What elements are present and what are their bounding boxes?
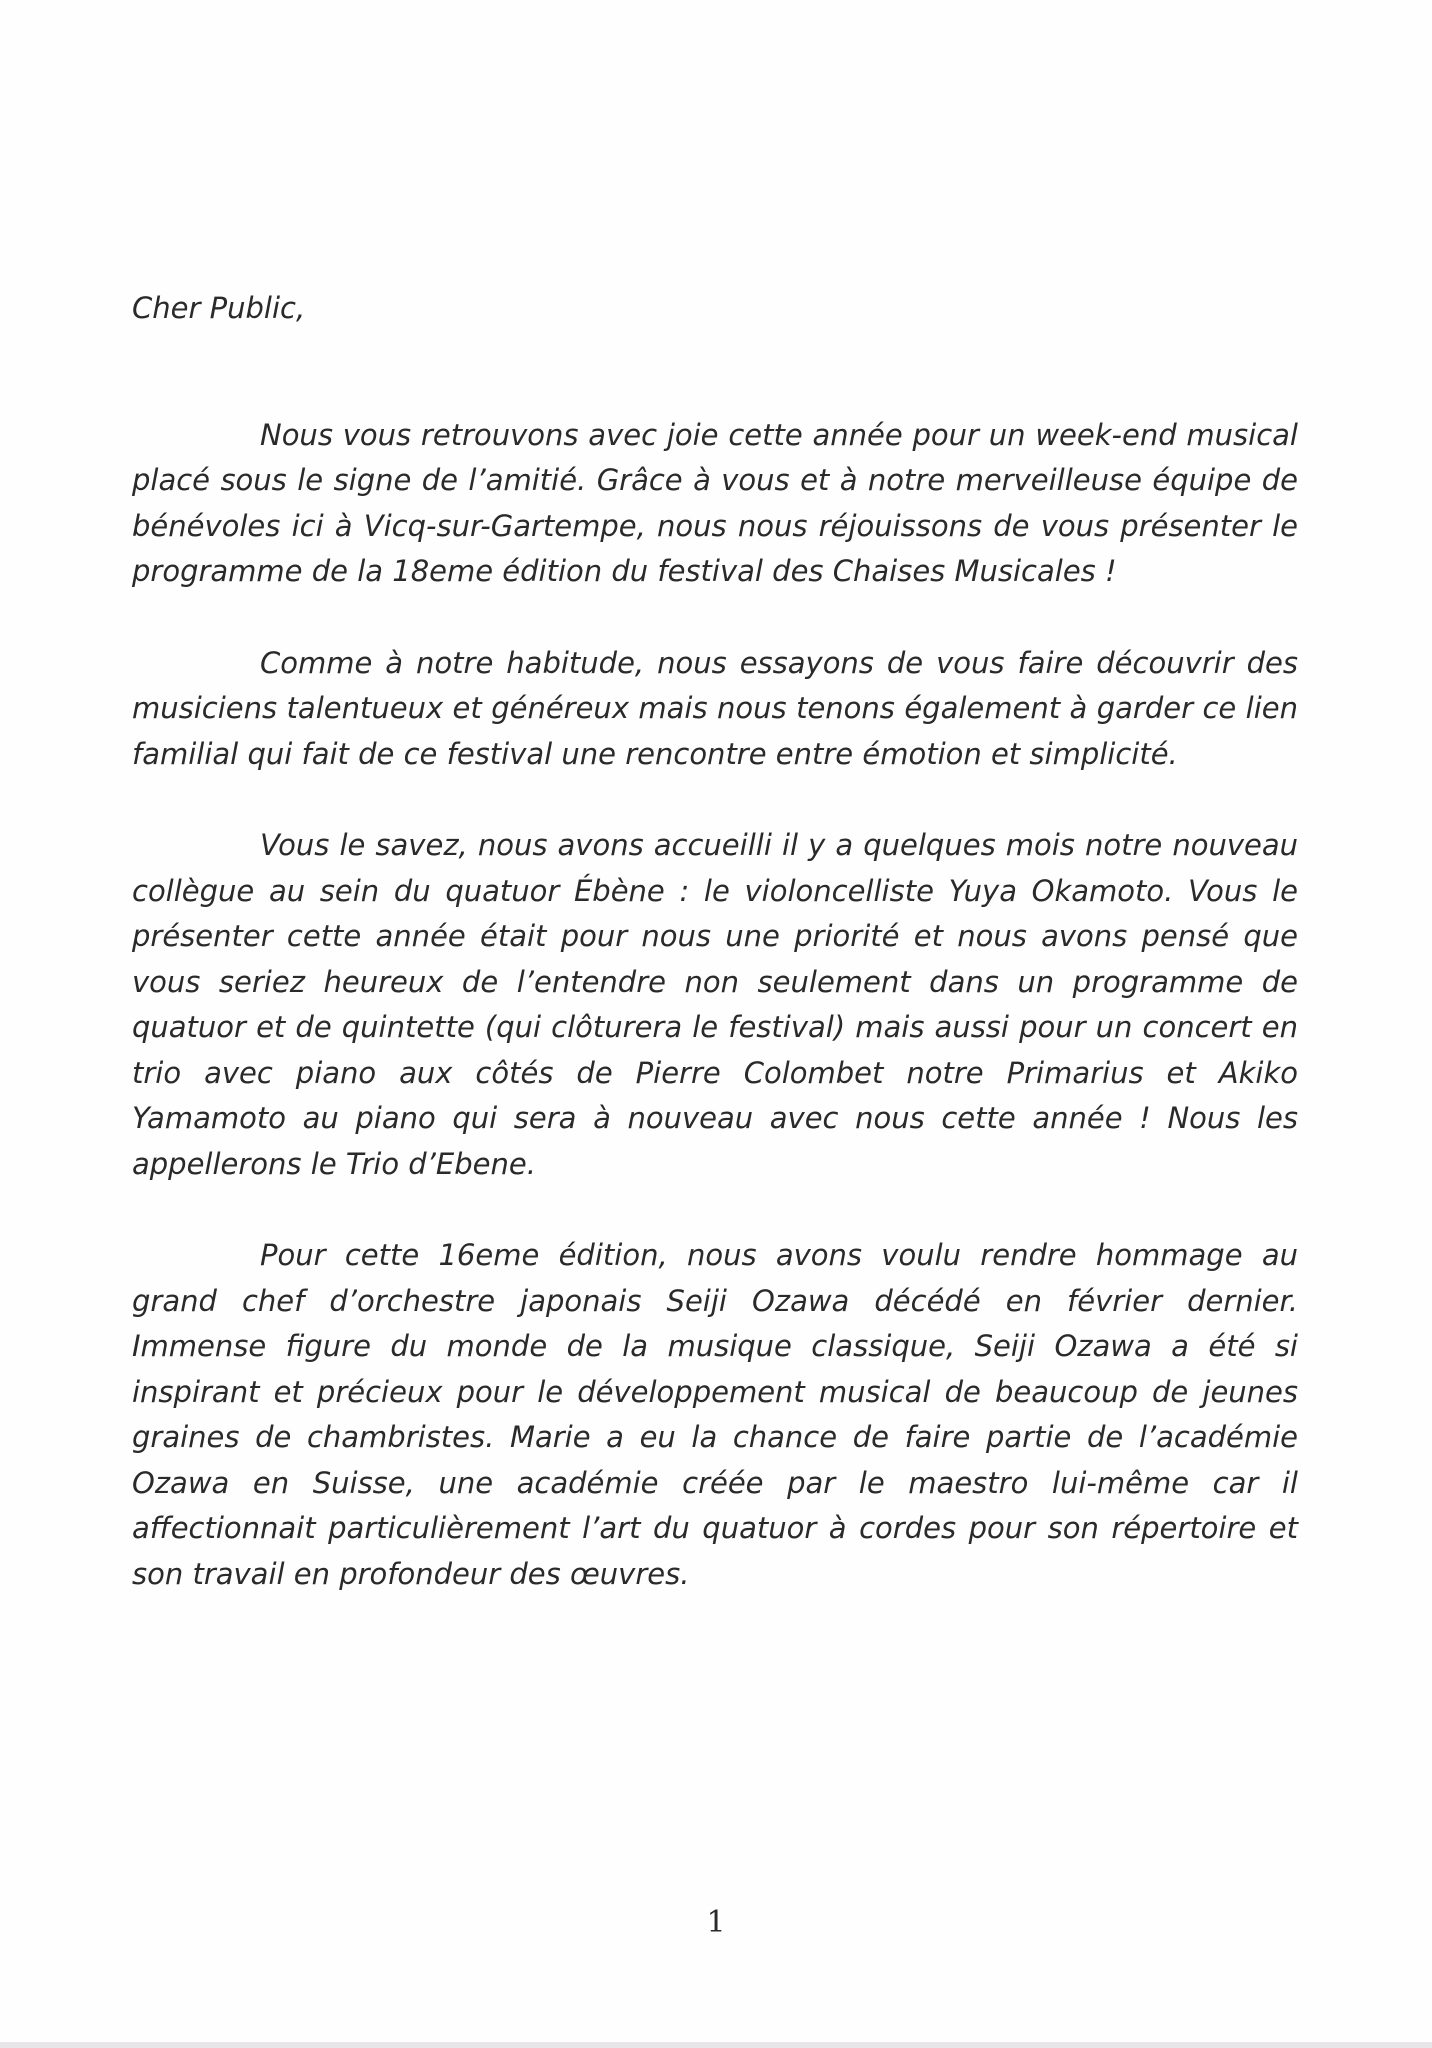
paragraph-welcome: Nous vous retrouvons avec joie cette année pour un week-end musical placé sous le signe de l’amitié. Grâce à vous et à notre merveilleuse équipe de bénévoles ici à Vicq-sur-Gartempe, nous nous réjouissons de vous présenter le programme de la 18eme édition du festival des Chaises Musicales ! — [132, 417, 1298, 588]
page-number: 1 — [706, 1905, 726, 1940]
salutation: Cher Public, — [132, 291, 306, 325]
letter-body — [132, 286, 1298, 1597]
paragraph-new-cellist: Vous le savez, nous avons accueilli il y a quelques mois notre nouveau collègue au sein du quatuor Ébène : le violoncelliste Yuya Okamoto. Vous le présenter cette année était pour nous une priorité et nous avons pensé que vous seriez heureux de l’entendre non seulement dans un programme de quatuor et de quintette (qui clôturera le festival) mais aussi pour un concert en trio avec piano aux côtés de Pierre Colombet notre Primarius et Akiko Yamamoto au piano qui sera à nouveau avec nous cette année ! Nous les appellerons le Trio d’Ebene. — [132, 828, 1298, 1181]
paragraph-habit: Comme à notre habitude, nous essayons de vous faire découvrir des musiciens talentueux et généreux mais nous tenons également à garder ce lien familial qui fait de ce festival une rencontre entre émotion et simplicité. — [132, 645, 1298, 771]
page-edge-divider — [0, 2042, 1432, 2048]
paragraph-tribute-ozawa: Pour cette 16eme édition, nous avons voulu rendre hommage au grand chef d’orchestre japonais Seiji Ozawa décédé en février dernier. Immense figure du monde de la musique classique, Seiji Ozawa a été si inspirant et précieux pour le développement musical de beaucoup de jeunes graines de chambristes. Marie a eu la chance de faire partie de l’académie Ozawa en Suisse, une académie créée par le maestro lui-même car il affectionnait particulièrement l’art du quatuor à cordes pour son répertoire et son travail en profondeur des œuvres. — [132, 1238, 1298, 1591]
